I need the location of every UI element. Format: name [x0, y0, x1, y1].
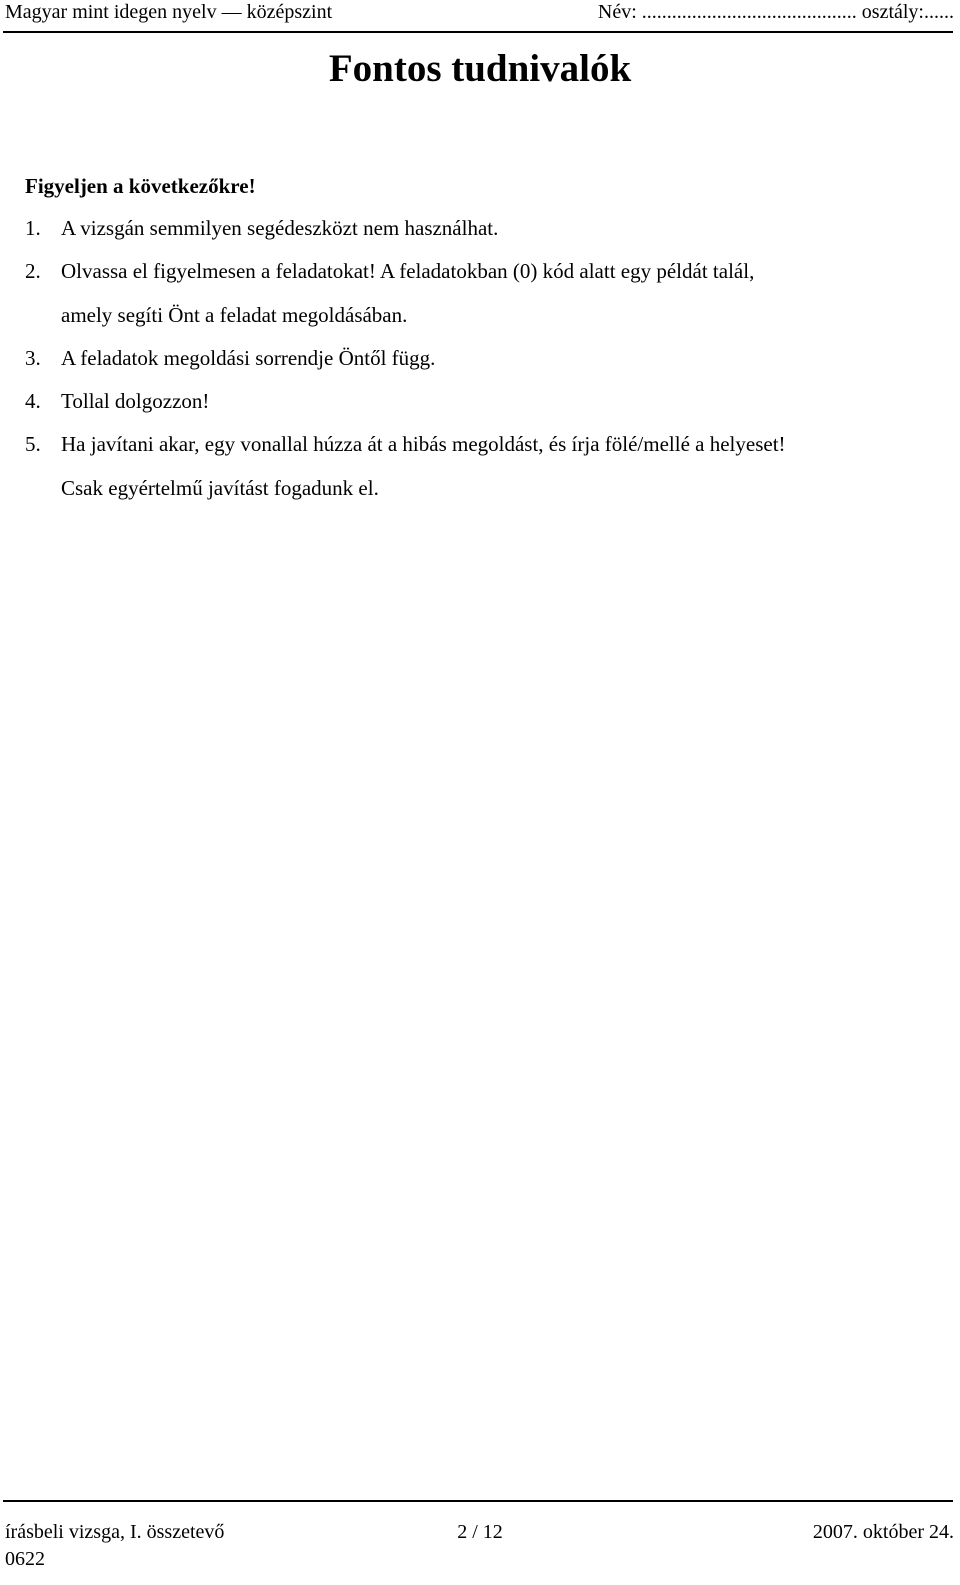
list-item — [0, 344, 960, 372]
list-item — [0, 257, 960, 329]
list-item — [0, 214, 960, 242]
item-number: 1. — [25, 216, 41, 240]
item-number: 5. — [25, 432, 41, 456]
item-text: A vizsgán semmilyen segédeszközt nem használhat. — [61, 216, 499, 240]
header-subject: Magyar mint idegen nyelv — középszint — [5, 1, 333, 23]
footer-exam-code: 0622 — [5, 1548, 45, 1570]
item-number: 2. — [25, 259, 41, 283]
item-text: Ha javítani akar, egy vonallal húzza át a hibás megoldást, és írja fölé/mellé a helyeset! — [61, 432, 786, 456]
footer-divider — [3, 1500, 953, 1502]
item-text: Tollal dolgozzon! — [61, 389, 210, 413]
footer-page-number: 2 / 12 — [457, 1521, 503, 1543]
footer-exam-part: írásbeli vizsga, I. összetevő — [5, 1521, 225, 1543]
footer-date: 2007. október 24. — [812, 1521, 954, 1543]
item-number: 4. — [25, 389, 41, 413]
item-text-continued: amely segíti Önt a feladat megoldásában. — [61, 303, 408, 327]
header-divider — [3, 31, 953, 33]
list-item — [0, 387, 960, 415]
intro-heading: Figyeljen a következőkre! — [25, 174, 256, 198]
list-item — [0, 430, 960, 502]
header-name-class-field: Név: ........................................... osztály:...... — [597, 1, 954, 23]
item-text: A feladatok megoldási sorrendje Öntől függ. — [61, 346, 436, 370]
instructions-list — [0, 214, 960, 517]
item-number: 3. — [25, 346, 41, 370]
item-text: Olvassa el figyelmesen a feladatokat! A feladatokban (0) kód alatt egy példát talál, — [61, 259, 755, 283]
page-header — [0, 0, 960, 28]
page-title: Fontos tudnivalók — [328, 47, 632, 90]
item-text-continued: Csak egyértelmű javítást fogadunk el. — [61, 476, 379, 500]
